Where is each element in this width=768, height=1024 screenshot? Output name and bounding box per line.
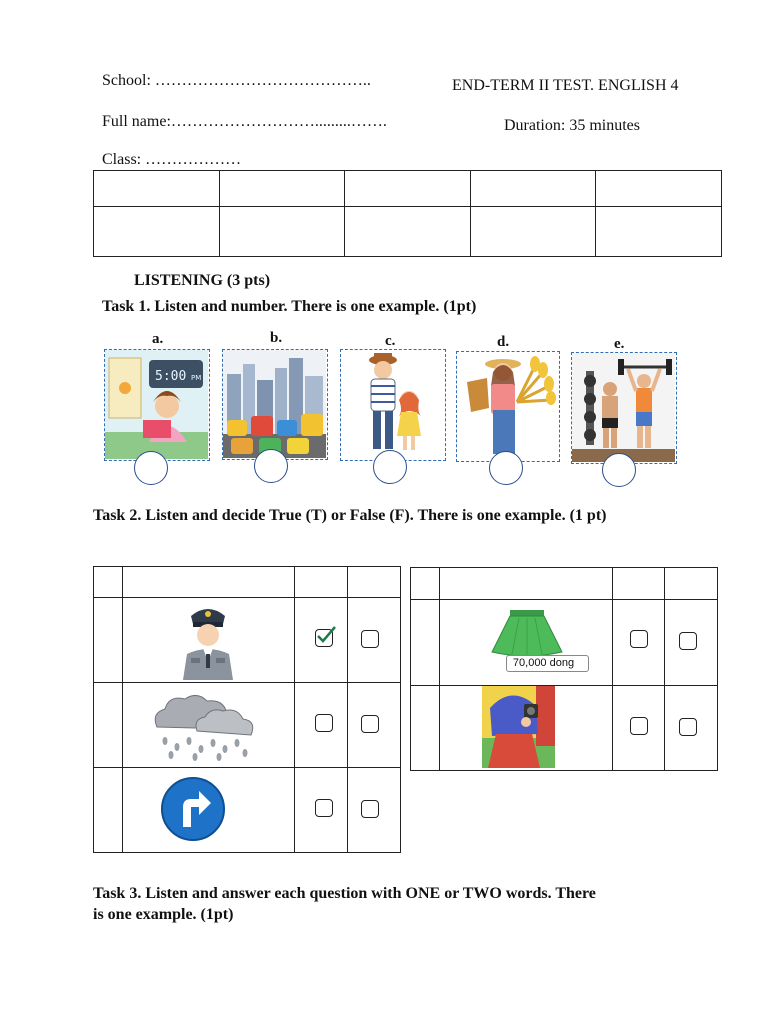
task2-true-checkbox-1[interactable]: [315, 629, 333, 647]
task2-true-checkbox-4[interactable]: [630, 630, 648, 648]
score-cell[interactable]: [596, 171, 722, 207]
test-title: END-TERM II TEST. ENGLISH 4: [452, 77, 679, 94]
task2-true-checkbox-2[interactable]: [315, 714, 333, 732]
task1-label-b: b.: [270, 330, 283, 346]
task2-true-checkbox-5[interactable]: [630, 717, 648, 735]
task1-label-c: c.: [385, 333, 396, 349]
father-daughter-icon: [340, 349, 446, 461]
task1-label-d: d.: [497, 334, 510, 350]
task2-false-checkbox-2[interactable]: [361, 715, 379, 733]
girl-reading-clock-icon: [104, 349, 210, 461]
task2-false-checkbox-5[interactable]: [679, 718, 697, 736]
task1-label-e: e.: [614, 336, 625, 352]
task1-answer-circle-a[interactable]: [134, 451, 168, 485]
task2-false-checkbox-1[interactable]: [361, 630, 379, 648]
score-cell[interactable]: [94, 171, 220, 207]
score-cell[interactable]: [470, 171, 596, 207]
green-skirt-icon: [486, 608, 566, 656]
gym-men-icon: [571, 352, 677, 464]
girl-taking-photo-icon: [482, 686, 555, 768]
score-cell[interactable]: [345, 207, 471, 257]
svg-text:PM: PM: [191, 374, 202, 382]
turn-right-sign-icon: [159, 777, 227, 841]
score-cell[interactable]: [94, 207, 220, 257]
checkmark-icon: [315, 625, 337, 645]
duration: Duration: 35 minutes: [504, 117, 640, 134]
school-field: School: …………………………………..: [102, 72, 371, 89]
rain-cloud-icon: [147, 691, 259, 761]
fullname-field: Full name:……………………….........…….: [102, 113, 387, 130]
task2-false-checkbox-4[interactable]: [679, 632, 697, 650]
police-officer-icon: [173, 602, 243, 680]
score-cell[interactable]: [219, 171, 345, 207]
task2-false-checkbox-3[interactable]: [361, 800, 379, 818]
class-field: Class: ………………: [102, 151, 242, 168]
task1-answer-circle-e[interactable]: [602, 453, 636, 487]
task1-label-a: a.: [152, 331, 164, 347]
task2-left-table: [93, 566, 401, 853]
task1-answer-circle-c[interactable]: [373, 450, 407, 484]
task2-right-table: [410, 567, 718, 771]
farmer-wheat-icon: [456, 351, 560, 462]
score-cell[interactable]: [345, 171, 471, 207]
score-cell[interactable]: [596, 207, 722, 257]
task2-true-checkbox-3[interactable]: [315, 799, 333, 817]
task1-answer-circle-d[interactable]: [489, 451, 523, 485]
task1-answer-circle-b[interactable]: [254, 449, 288, 483]
price-tag: 70,000 dong: [506, 655, 589, 672]
score-table: [93, 170, 722, 257]
task3-title-line2: is one example. (1pt): [93, 906, 234, 923]
task2-title: Task 2. Listen and decide True (T) or False (F). There is one example. (1 pt): [93, 507, 607, 524]
traffic-jam-icon: [222, 349, 328, 460]
svg-text:5:00: 5:00: [155, 369, 187, 384]
listening-heading: LISTENING (3 pts): [134, 272, 271, 289]
task1-title: Task 1. Listen and number. There is one example. (1pt): [102, 298, 477, 315]
task3-title-line1: Task 3. Listen and answer each question with ONE or TWO words. There: [93, 885, 596, 902]
score-cell[interactable]: [219, 207, 345, 257]
score-cell[interactable]: [470, 207, 596, 257]
